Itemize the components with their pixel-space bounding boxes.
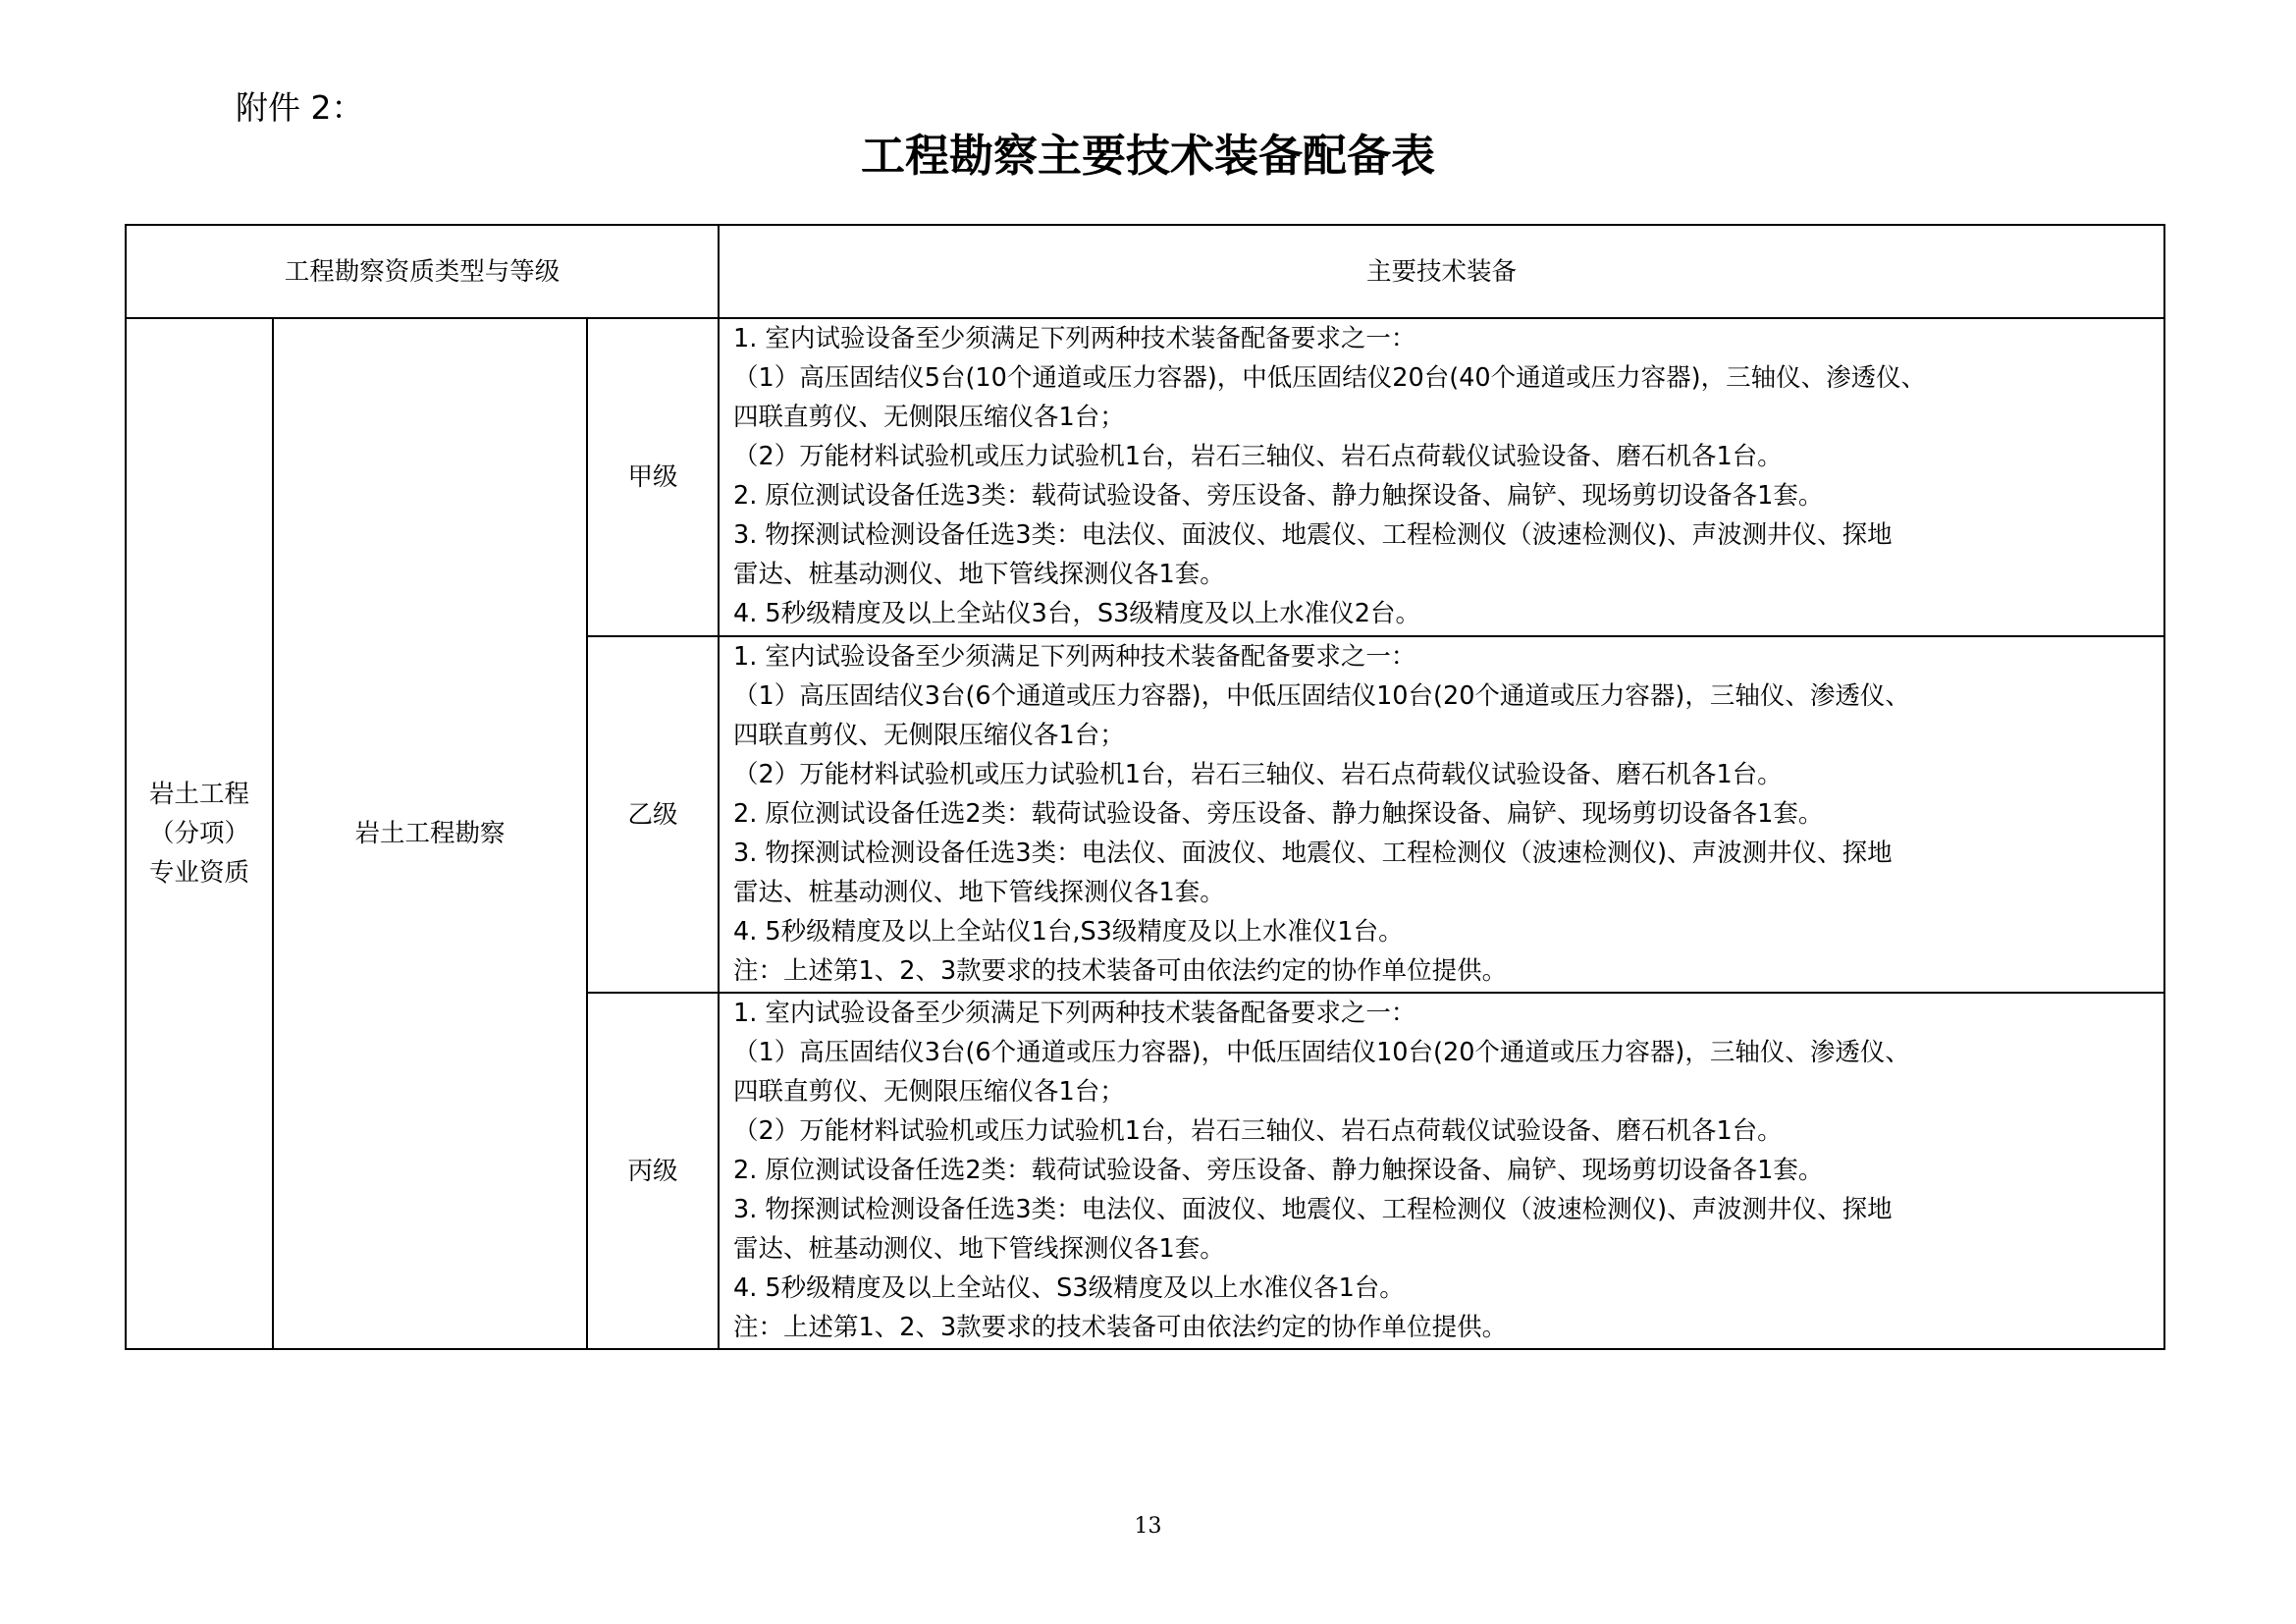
- attachment-label: 附件 2：: [236, 88, 364, 127]
- content-line: 雷达、桩基动测仪、地下管线探测仪各1套。: [733, 560, 1225, 589]
- grade-cell: 甲级: [587, 318, 719, 636]
- grade-cell: 乙级: [587, 636, 719, 993]
- content-line: 1. 室内试验设备至少须满足下列两种技术装备配备要求之一：: [733, 642, 1416, 672]
- equipment-table: [125, 224, 2165, 1350]
- content-line: 1. 室内试验设备至少须满足下列两种技术装备配备要求之一：: [733, 999, 1416, 1028]
- category-line: （分项）: [148, 819, 249, 848]
- content-line: （2）万能材料试验机或压力试验机1台，岩石三轴仪、岩石点荷载仪试验设备、磨石机各1台。: [733, 760, 1783, 789]
- content-line: 3. 物探测试检测设备任选3类：电法仪、面波仪、地震仪、工程检测仪（波速检测仪)、声波测井仪、探地: [733, 839, 1893, 868]
- content-line: 注：上述第1、2、3款要求的技术装备可由依法约定的协作单位提供。: [733, 1313, 1508, 1342]
- content-line: 4. 5秒级精度及以上全站仪1台,S3级精度及以上水准仪1台。: [733, 917, 1404, 947]
- content-line: 雷达、桩基动测仪、地下管线探测仪各1套。: [733, 878, 1225, 907]
- content-line: 四联直剪仪、无侧限压缩仪各1台；: [733, 721, 1125, 750]
- content-line: 4. 5秒级精度及以上全站仪、S3级精度及以上水准仪各1台。: [733, 1273, 1405, 1303]
- equipment-content-cell: [719, 318, 2164, 636]
- content-line: 3. 物探测试检测设备任选3类：电法仪、面波仪、地震仪、工程检测仪（波速检测仪)、声波测井仪、探地: [733, 520, 1893, 550]
- content-line: 雷达、桩基动测仪、地下管线探测仪各1套。: [733, 1234, 1225, 1264]
- content-line: 4. 5秒级精度及以上全站仪3台，S3级精度及以上水准仪2台。: [733, 599, 1421, 628]
- header-equipment: 主要技术装备: [719, 225, 2164, 318]
- content-line: （1）高压固结仪3台(6个通道或压力容器)，中低压固结仪10台(20个通道或压力容器)，三轴仪、渗透仪、: [733, 681, 1910, 711]
- header-qualification: 工程勘察资质类型与等级: [126, 225, 719, 318]
- category-cell: [126, 318, 273, 1349]
- table-header-row: [126, 225, 2164, 318]
- content-line: （1）高压固结仪3台(6个通道或压力容器)，中低压固结仪10台(20个通道或压力容器)，三轴仪、渗透仪、: [733, 1038, 1910, 1067]
- equipment-content-cell: [719, 993, 2164, 1349]
- content-line: 2. 原位测试设备任选3类：载荷试验设备、旁压设备、静力触探设备、扁铲、现场剪切设备各1套。: [733, 481, 1824, 511]
- category-line: 专业资质: [148, 858, 249, 888]
- document-title: 工程勘察主要技术装备配备表: [860, 130, 1435, 182]
- content-line: 注：上述第1、2、3款要求的技术装备可由依法约定的协作单位提供。: [733, 956, 1508, 986]
- content-line: 四联直剪仪、无侧限压缩仪各1台；: [733, 1077, 1125, 1107]
- content-line: （1）高压固结仪5台(10个通道或压力容器)，中低压固结仪20台(40个通道或压力容器)，三轴仪、渗透仪、: [733, 363, 1927, 393]
- content-line: 四联直剪仪、无侧限压缩仪各1台；: [733, 403, 1125, 432]
- grade-cell: 丙级: [587, 993, 719, 1349]
- equipment-content-cell: [719, 636, 2164, 993]
- content-line: 2. 原位测试设备任选2类：载荷试验设备、旁压设备、静力触探设备、扁铲、现场剪切设备各1套。: [733, 1156, 1824, 1185]
- table-row: [126, 318, 2164, 636]
- content-line: （2）万能材料试验机或压力试验机1台，岩石三轴仪、岩石点荷载仪试验设备、磨石机各1台。: [733, 442, 1783, 471]
- category-line: 岩土工程: [148, 780, 249, 809]
- page-number: 13: [1134, 1514, 1162, 1539]
- content-line: 2. 原位测试设备任选2类：载荷试验设备、旁压设备、静力触探设备、扁铲、现场剪切设备各1套。: [733, 799, 1824, 829]
- content-line: 3. 物探测试检测设备任选3类：电法仪、面波仪、地震仪、工程检测仪（波速检测仪)、声波测井仪、探地: [733, 1195, 1893, 1224]
- content-line: （2）万能材料试验机或压力试验机1台，岩石三轴仪、岩石点荷载仪试验设备、磨石机各1台。: [733, 1116, 1783, 1146]
- subcategory-cell: 岩土工程勘察: [273, 318, 587, 1349]
- content-line: 1. 室内试验设备至少须满足下列两种技术装备配备要求之一：: [733, 324, 1416, 353]
